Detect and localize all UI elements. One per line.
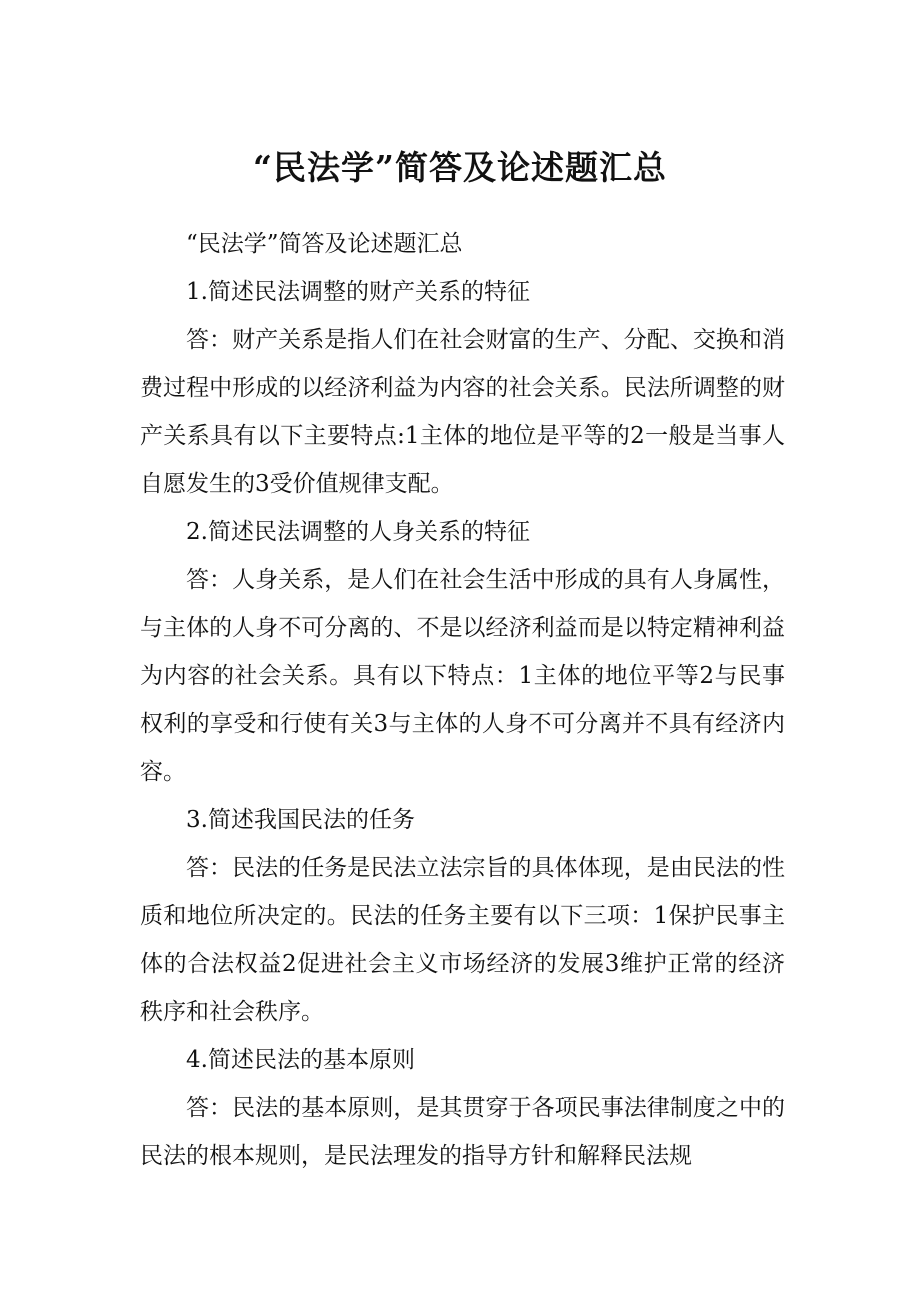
question-heading-1: 1.简述民法调整的财产关系的特征 [186,279,530,305]
document-body [140,220,785,1180]
document-subtitle: “民法学”简答及论述题汇总 [186,231,463,257]
answer-paragraph-4: 答：民法的基本原则，是其贯穿于各项民事法律制度之中的民法的根本规则，是民法理发的指导方针和解释民法规 [140,1095,785,1169]
document-title: “民法学”简答及论述题汇总 [253,148,667,187]
answer-paragraph-1: 答：财产关系是指人们在社会财富的生产、分配、交换和消费过程中形成的以经济利益为内容的社会关系。民法所调整的财产关系具有以下主要特点:1主体的地位是平等的2一般是当事人自愿发生的3受价值规律支配。 [140,327,785,497]
answer-paragraph-2: 答：人身关系，是人们在社会生活中形成的具有人身属性，与主体的人身不可分离的、不是以经济利益而是以特定精神利益为内容的社会关系。具有以下特点：1主体的地位平等2与民事权利的享受和行使有关3与主体的人身不可分离并不具有经济内容。 [140,567,785,785]
question-heading-4: 4.简述民法的基本原则 [186,1047,415,1073]
answer-paragraph-3: 答：民法的任务是民法立法宗旨的具体体现，是由民法的性质和地位所决定的。民法的任务主要有以下三项：1保护民事主体的合法权益2促进社会主义市场经济的发展3维护正常的经济秩序和社会秩序。 [140,855,785,1025]
question-heading-3: 3.简述我国民法的任务 [186,807,415,833]
question-heading-2: 2.简述民法调整的人身关系的特征 [186,519,530,545]
